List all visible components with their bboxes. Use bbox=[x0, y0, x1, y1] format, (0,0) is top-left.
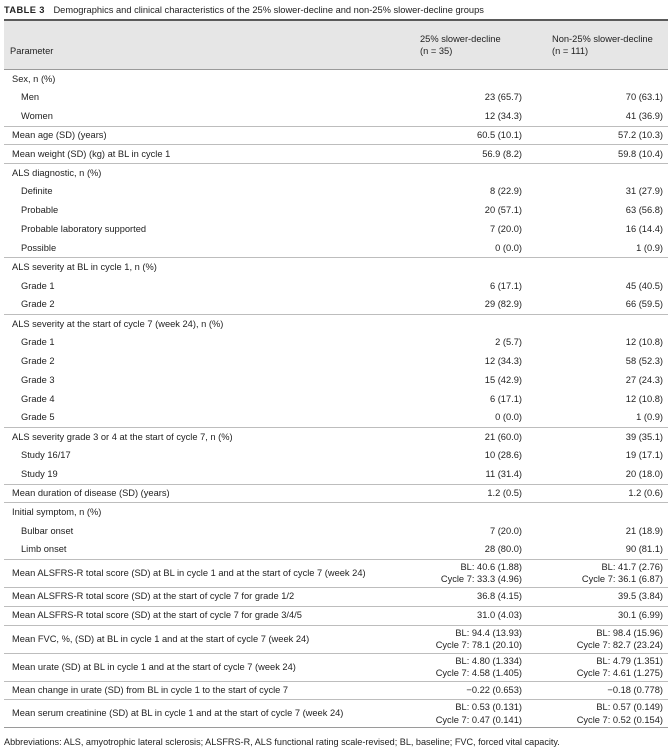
row-parameter-label: Grade 2 bbox=[21, 356, 55, 367]
cell-value: 59.8 (10.4) bbox=[618, 148, 663, 159]
table-row bbox=[4, 409, 668, 428]
table-row bbox=[4, 503, 668, 522]
cell-value: −0.18 (0.778) bbox=[607, 685, 663, 696]
row-parameter-label: Study 16/17 bbox=[21, 450, 71, 461]
cell-slower-decline bbox=[420, 559, 552, 587]
cell-slower-decline bbox=[420, 371, 552, 390]
table-row bbox=[4, 126, 668, 145]
cell-non-slower-decline bbox=[552, 587, 668, 606]
row-parameter-label: Mean ALSFRS-R total score (SD) at the start of cycle 7 for grade 3/4/5 bbox=[4, 606, 420, 625]
table-row bbox=[4, 559, 668, 587]
row-parameter-label: ALS severity at the start of cycle 7 (week 24), n (%) bbox=[12, 318, 224, 329]
header-group-slower-decline-name: 25% slower-decline bbox=[420, 34, 501, 44]
cell-value: 16 (14.4) bbox=[625, 224, 663, 235]
cell-non-slower-decline bbox=[552, 503, 668, 522]
cell-value: 12 (34.3) bbox=[484, 356, 522, 367]
cell-value-cycle7: Cycle 7: 82.7 (23.24) bbox=[576, 640, 663, 651]
cell-value: 23 (65.7) bbox=[484, 92, 522, 103]
cell-non-slower-decline bbox=[552, 371, 668, 390]
cell-value: BL: 94.4 (13.93) bbox=[455, 627, 522, 638]
cell-value: 15 (42.9) bbox=[484, 374, 522, 385]
cell-value: BL: 0.57 (0.149) bbox=[596, 702, 663, 713]
cell-non-slower-decline bbox=[552, 700, 668, 728]
row-parameter-label: Grade 1 bbox=[21, 337, 55, 348]
cell-value: 7 (20.0) bbox=[489, 224, 522, 235]
cell-slower-decline bbox=[420, 484, 552, 503]
cell-non-slower-decline bbox=[552, 681, 668, 700]
table-title: Demographics and clinical characteristics of the 25% slower-decline and non-25% slower-decline groups bbox=[53, 5, 484, 15]
row-parameter-label: Probable laboratory supported bbox=[21, 224, 147, 235]
row-parameter-label: Mean serum creatinine (SD) at BL in cycle 1 and at the start of cycle 7 (week 24) bbox=[4, 700, 420, 728]
cell-slower-decline bbox=[420, 277, 552, 296]
cell-value: 57.2 (10.3) bbox=[618, 129, 663, 140]
cell-value: 36.8 (4.15) bbox=[477, 591, 522, 602]
header-group-non-slower-decline bbox=[552, 21, 668, 70]
cell-value: BL: 0.53 (0.131) bbox=[455, 702, 522, 713]
cell-value: 58 (52.3) bbox=[625, 356, 663, 367]
cell-value: 7 (20.0) bbox=[489, 525, 522, 536]
cell-value: 66 (59.5) bbox=[625, 299, 663, 310]
row-parameter-label: Mean duration of disease (SD) (years) bbox=[4, 484, 420, 503]
row-parameter-label: Sex, n (%) bbox=[12, 73, 56, 84]
table-row bbox=[4, 107, 668, 126]
cell-value: 90 (81.1) bbox=[625, 544, 663, 555]
table-row bbox=[4, 164, 668, 183]
cell-non-slower-decline bbox=[552, 70, 668, 89]
cell-slower-decline bbox=[420, 314, 552, 333]
table-row bbox=[4, 587, 668, 606]
cell-non-slower-decline bbox=[552, 88, 668, 107]
table-row bbox=[4, 239, 668, 258]
cell-non-slower-decline bbox=[552, 606, 668, 625]
cell-value: 8 (22.9) bbox=[489, 186, 522, 197]
cell-slower-decline bbox=[420, 296, 552, 315]
cell-value: BL: 4.80 (1.334) bbox=[455, 655, 522, 666]
cell-slower-decline bbox=[420, 201, 552, 220]
cell-non-slower-decline bbox=[552, 541, 668, 560]
row-parameter-label: Initial symptom, n (%) bbox=[12, 507, 102, 518]
cell-value-cycle7: Cycle 7: 4.61 (1.275) bbox=[576, 668, 663, 679]
cell-non-slower-decline bbox=[552, 333, 668, 352]
cell-non-slower-decline bbox=[552, 183, 668, 202]
header-group-slower-decline bbox=[420, 21, 552, 70]
cell-value: 1.2 (0.5) bbox=[487, 487, 522, 498]
header-group-non-slower-decline-name: Non-25% slower-decline bbox=[552, 34, 653, 44]
table-caption bbox=[4, 5, 666, 15]
cell-value: 1 (0.9) bbox=[636, 412, 663, 423]
cell-value: 63 (56.8) bbox=[625, 205, 663, 216]
table-row bbox=[4, 681, 668, 700]
cell-value: 12 (10.8) bbox=[625, 393, 663, 404]
table-row bbox=[4, 145, 668, 164]
cell-slower-decline bbox=[420, 465, 552, 484]
cell-value: 60.5 (10.1) bbox=[477, 129, 522, 140]
table-row bbox=[4, 352, 668, 371]
table-row bbox=[4, 183, 668, 202]
row-parameter-label: Men bbox=[21, 92, 40, 103]
cell-slower-decline bbox=[420, 606, 552, 625]
table-header-row bbox=[4, 21, 668, 70]
row-parameter-label: ALS severity grade 3 or 4 at the start of cycle 7, n (%) bbox=[12, 431, 233, 442]
cell-non-slower-decline bbox=[552, 625, 668, 653]
header-group-slower-decline-n: (n = 35) bbox=[420, 46, 453, 56]
cell-slower-decline bbox=[420, 587, 552, 606]
cell-slower-decline bbox=[420, 390, 552, 409]
cell-value: 31 (27.9) bbox=[625, 186, 663, 197]
table-row bbox=[4, 606, 668, 625]
cell-slower-decline bbox=[420, 220, 552, 239]
row-parameter-label: Bulbar onset bbox=[21, 525, 74, 536]
row-parameter-label: Mean ALSFRS-R total score (SD) at the start of cycle 7 for grade 1/2 bbox=[4, 587, 420, 606]
table-row bbox=[4, 465, 668, 484]
cell-slower-decline bbox=[420, 681, 552, 700]
cell-value: 45 (40.5) bbox=[625, 280, 663, 291]
cell-value: 1.2 (0.6) bbox=[628, 487, 663, 498]
cell-value: −0.22 (0.653) bbox=[466, 685, 522, 696]
cell-value: BL: 4.79 (1.351) bbox=[596, 655, 663, 666]
demographics-table bbox=[4, 19, 668, 728]
cell-non-slower-decline bbox=[552, 484, 668, 503]
cell-slower-decline bbox=[420, 88, 552, 107]
row-parameter-label: Mean FVC, %, (SD) at BL in cycle 1 and at the start of cycle 7 (week 24) bbox=[4, 625, 420, 653]
row-parameter-label: Study 19 bbox=[4, 465, 420, 484]
cell-slower-decline bbox=[420, 428, 552, 447]
table-row bbox=[4, 522, 668, 541]
cell-non-slower-decline bbox=[552, 390, 668, 409]
cell-non-slower-decline bbox=[552, 428, 668, 447]
cell-slower-decline bbox=[420, 446, 552, 465]
cell-value: 1 (0.9) bbox=[636, 242, 663, 253]
table-row bbox=[4, 70, 668, 89]
table-row bbox=[4, 428, 668, 447]
cell-non-slower-decline bbox=[552, 277, 668, 296]
cell-value: BL: 40.6 (1.88) bbox=[460, 561, 522, 572]
cell-value-cycle7: Cycle 7: 78.1 (20.10) bbox=[435, 640, 522, 651]
table-row bbox=[4, 201, 668, 220]
table-row bbox=[4, 541, 668, 560]
table-row bbox=[4, 371, 668, 390]
cell-value: BL: 98.4 (15.96) bbox=[596, 627, 663, 638]
cell-value: 10 (28.6) bbox=[484, 450, 522, 461]
cell-value: 70 (63.1) bbox=[625, 92, 663, 103]
cell-value: 6 (17.1) bbox=[489, 280, 522, 291]
table-row bbox=[4, 625, 668, 653]
row-parameter-label: Mean weight (SD) (kg) at BL in cycle 1 bbox=[4, 145, 420, 164]
cell-non-slower-decline bbox=[552, 107, 668, 126]
row-parameter-label: Mean urate (SD) at BL in cycle 1 and at the start of cycle 7 (week 24) bbox=[4, 653, 420, 681]
cell-slower-decline bbox=[420, 126, 552, 145]
row-parameter-label: Grade 1 bbox=[21, 280, 55, 291]
cell-value: 56.9 (8.2) bbox=[482, 148, 522, 159]
cell-value: 39 (35.1) bbox=[625, 431, 663, 442]
table-row bbox=[4, 277, 668, 296]
cell-slower-decline bbox=[420, 522, 552, 541]
cell-value: 0 (0.0) bbox=[495, 412, 522, 423]
cell-slower-decline bbox=[420, 239, 552, 258]
cell-non-slower-decline bbox=[552, 314, 668, 333]
cell-non-slower-decline bbox=[552, 409, 668, 428]
cell-value: BL: 41.7 (2.76) bbox=[601, 561, 663, 572]
cell-value: 6 (17.1) bbox=[489, 393, 522, 404]
row-parameter-label: Grade 2 bbox=[4, 296, 420, 315]
table-row bbox=[4, 653, 668, 681]
cell-slower-decline bbox=[420, 183, 552, 202]
cell-slower-decline bbox=[420, 625, 552, 653]
table-number: TABLE 3 bbox=[4, 5, 45, 15]
row-parameter-label: Limb onset bbox=[4, 541, 420, 560]
table-row bbox=[4, 258, 668, 277]
table-row bbox=[4, 390, 668, 409]
cell-non-slower-decline bbox=[552, 446, 668, 465]
cell-slower-decline bbox=[420, 258, 552, 277]
cell-value: 29 (82.9) bbox=[484, 299, 522, 310]
cell-value: 30.1 (6.99) bbox=[618, 610, 663, 621]
cell-non-slower-decline bbox=[552, 126, 668, 145]
cell-value: 21 (60.0) bbox=[484, 431, 522, 442]
cell-value: 12 (10.8) bbox=[625, 337, 663, 348]
cell-value: 12 (34.3) bbox=[484, 110, 522, 121]
row-parameter-label: Definite bbox=[21, 186, 53, 197]
table-footnote: Abbreviations: ALS, amyotrophic lateral sclerosis; ALSFRS-R, ALS functional rating scale-revised; BL, baseline; FVC, forced vital capacity. bbox=[4, 737, 560, 747]
cell-non-slower-decline bbox=[552, 239, 668, 258]
row-parameter-label: Grade 4 bbox=[21, 393, 55, 404]
cell-value: 19 (17.1) bbox=[625, 450, 663, 461]
table-row bbox=[4, 446, 668, 465]
cell-non-slower-decline bbox=[552, 653, 668, 681]
cell-value: 41 (36.9) bbox=[625, 110, 663, 121]
header-parameter: Parameter bbox=[4, 21, 420, 70]
cell-value-cycle7: Cycle 7: 0.52 (0.154) bbox=[576, 714, 663, 725]
table-row bbox=[4, 296, 668, 315]
table-row bbox=[4, 88, 668, 107]
cell-value: 20 (57.1) bbox=[484, 205, 522, 216]
cell-value: 11 (31.4) bbox=[485, 468, 522, 479]
cell-value-cycle7: Cycle 7: 33.3 (4.96) bbox=[440, 574, 522, 585]
row-parameter-label: Grade 3 bbox=[21, 374, 55, 385]
cell-value: 27 (24.3) bbox=[625, 374, 663, 385]
cell-slower-decline bbox=[420, 409, 552, 428]
row-parameter-label: Grade 5 bbox=[4, 409, 420, 428]
cell-slower-decline bbox=[420, 107, 552, 126]
row-parameter-label: Probable bbox=[21, 205, 59, 216]
cell-slower-decline bbox=[420, 700, 552, 728]
row-parameter-label: ALS severity at BL in cycle 1, n (%) bbox=[12, 262, 157, 273]
cell-non-slower-decline bbox=[552, 145, 668, 164]
cell-value-cycle7: Cycle 7: 0.47 (0.141) bbox=[435, 714, 522, 725]
cell-value: 2 (5.7) bbox=[495, 337, 522, 348]
cell-non-slower-decline bbox=[552, 220, 668, 239]
row-parameter-label: Possible bbox=[4, 239, 420, 258]
cell-slower-decline bbox=[420, 352, 552, 371]
cell-value: 0 (0.0) bbox=[495, 242, 522, 253]
cell-value-cycle7: Cycle 7: 4.58 (1.405) bbox=[435, 668, 522, 679]
cell-value: 28 (80.0) bbox=[484, 544, 522, 555]
table-row bbox=[4, 314, 668, 333]
cell-non-slower-decline bbox=[552, 258, 668, 277]
cell-slower-decline bbox=[420, 145, 552, 164]
cell-slower-decline bbox=[420, 503, 552, 522]
table-row bbox=[4, 700, 668, 728]
cell-slower-decline bbox=[420, 653, 552, 681]
cell-slower-decline bbox=[420, 164, 552, 183]
cell-non-slower-decline bbox=[552, 352, 668, 371]
cell-value: 21 (18.9) bbox=[625, 525, 663, 536]
table-row bbox=[4, 220, 668, 239]
cell-slower-decline bbox=[420, 70, 552, 89]
table-row bbox=[4, 333, 668, 352]
table-body bbox=[4, 70, 668, 728]
cell-slower-decline bbox=[420, 541, 552, 560]
cell-value: 20 (18.0) bbox=[625, 468, 663, 479]
cell-value-cycle7: Cycle 7: 36.1 (6.87) bbox=[581, 574, 663, 585]
row-parameter-label: Mean ALSFRS-R total score (SD) at BL in cycle 1 and at the start of cycle 7 (week 24) bbox=[4, 559, 420, 587]
cell-non-slower-decline bbox=[552, 522, 668, 541]
row-parameter-label: Women bbox=[4, 107, 420, 126]
cell-value: 39.5 (3.84) bbox=[618, 591, 663, 602]
table-row bbox=[4, 484, 668, 503]
cell-non-slower-decline bbox=[552, 296, 668, 315]
cell-value: 31.0 (4.03) bbox=[477, 610, 522, 621]
cell-slower-decline bbox=[420, 333, 552, 352]
cell-non-slower-decline bbox=[552, 465, 668, 484]
cell-non-slower-decline bbox=[552, 164, 668, 183]
cell-non-slower-decline bbox=[552, 559, 668, 587]
row-parameter-label: ALS diagnostic, n (%) bbox=[12, 167, 102, 178]
row-parameter-label: Mean change in urate (SD) from BL in cycle 1 to the start of cycle 7 bbox=[4, 681, 420, 700]
row-parameter-label: Mean age (SD) (years) bbox=[4, 126, 420, 145]
header-group-non-slower-decline-n: (n = 111) bbox=[552, 46, 589, 56]
cell-non-slower-decline bbox=[552, 201, 668, 220]
